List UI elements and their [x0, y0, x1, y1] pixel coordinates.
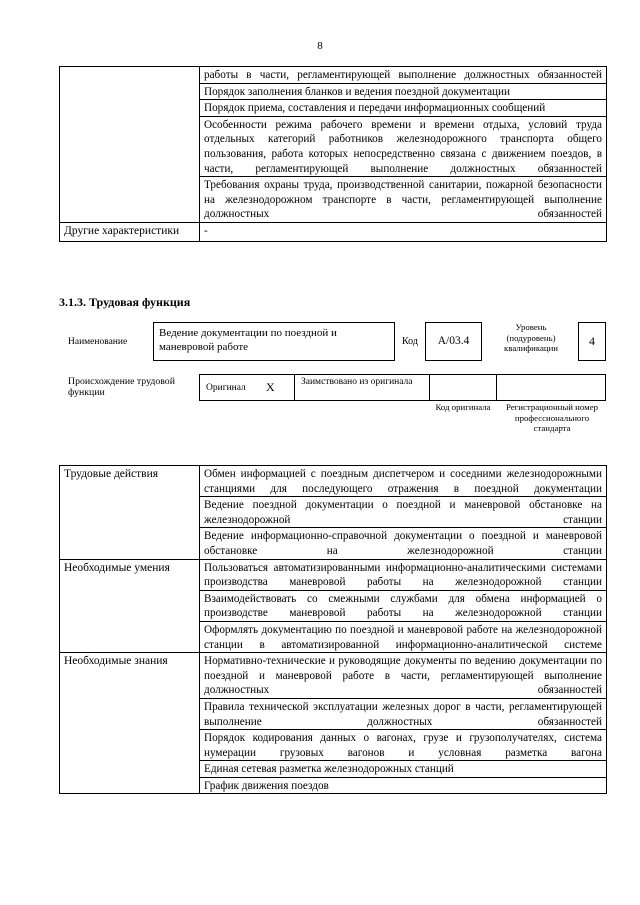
labor-actions-label: Трудовые действия [60, 466, 200, 560]
code-original-label: Код оригинала [435, 402, 491, 412]
original-mark: X [266, 380, 275, 394]
table-cell: Обмен информацией с поездным диспетчером и соседними железнодорожными станциями для последующего отражения в поездной документации [200, 466, 607, 497]
table-row [60, 222, 607, 241]
table-cell: Пользоваться автоматизированными информационно-аналитическими системами производства маневровой работы на железнодорожной станции [200, 559, 607, 590]
level-label: Уровень (подуровень) квалификации [504, 322, 558, 353]
code-original-box [429, 374, 497, 401]
table-cell: Правила технической эксплуатации железных дорог в части, регламентирующей выполнение должностных обязанностей [200, 698, 607, 729]
level-value: 4 [589, 334, 595, 348]
table-cell: График движения поездов [200, 777, 607, 794]
section-title: 3.1.3. Трудовая функция [59, 295, 191, 309]
function-name-box: Ведение документации по поездной и маневровой работе [153, 322, 395, 361]
table-row [60, 559, 607, 590]
knowledge-continuation-table [59, 66, 607, 242]
reg-number-box [496, 374, 606, 401]
required-skills-label: Необходимые умения [60, 559, 200, 653]
labor-function-table [59, 465, 607, 794]
table-cell: Нормативно-технические и руководящие документы по ведению документации по поездной и маневровой работе в части, регламентирующей выполнение должностных обязанностей [200, 653, 607, 699]
table-cell: Порядок приема, составления и передачи информационных сообщений [200, 100, 607, 117]
code-label: Код [402, 336, 418, 347]
original-box [199, 374, 295, 401]
name-label: Наименование [68, 337, 128, 347]
other-characteristics-value: - [200, 222, 607, 241]
original-label: Оригинал [206, 383, 246, 393]
table-label-cell [60, 67, 200, 223]
table-cell: Требования охраны труда, производственной санитарии, пожарной безопасности на железнодорожном транспорте в части, регламентирующей выполнение должностных обязанностей [200, 177, 607, 223]
origin-label: Происхождение трудовой функции [68, 376, 175, 398]
borrowed-box [294, 374, 430, 401]
table-row [60, 67, 607, 84]
table-cell: Оформлять документацию по поездной и маневровой работе на железнодорожной станции в автоматизированной информационно-аналитической системе [200, 621, 607, 652]
required-knowledge-label: Необходимые знания [60, 653, 200, 794]
table-row [60, 653, 607, 699]
page-number: 8 [317, 40, 323, 52]
table-cell: Единая сетевая разметка железнодорожных станций [200, 761, 607, 778]
level-box [578, 322, 606, 361]
other-characteristics-label: Другие характеристики [60, 222, 200, 241]
code-box [425, 322, 482, 361]
table-cell: Порядок кодирования данных о вагонах, грузе и грузополучателях, система нумерации грузовых вагонов и условная разметка вагона [200, 730, 607, 761]
table-row [60, 466, 607, 497]
table-cell: Порядок заполнения бланков и ведения поездной документации [200, 83, 607, 100]
table-cell: Особенности режима рабочего времени и времени отдыха, условий труда отдельных категорий работников железнодорожного транспорта общего пользования, работа которых непосредственно связана с движением поездов, в части, регламентирующей выполнение должностных обязанностей [200, 116, 607, 176]
borrowed-label: Заимствовано из оригинала [301, 377, 413, 387]
table-cell: Ведение информационно-справочной документации о поездной и маневровой обстановке на железнодорожной станции [200, 528, 607, 559]
code-value: A/03.4 [437, 335, 470, 347]
table-cell: Ведение поездной документации о поездной и маневровой обстановке на железнодорожной станции [200, 497, 607, 528]
table-cell: Взаимодействовать со смежными службами для обмена информацией о производстве маневровой работы на железнодорожной станции [200, 590, 607, 621]
reg-number-label: Регистрационный номер профессионального стандарта [505, 402, 598, 433]
table-cell: работы в части, регламентирующей выполнение должностных обязанностей [200, 67, 607, 84]
